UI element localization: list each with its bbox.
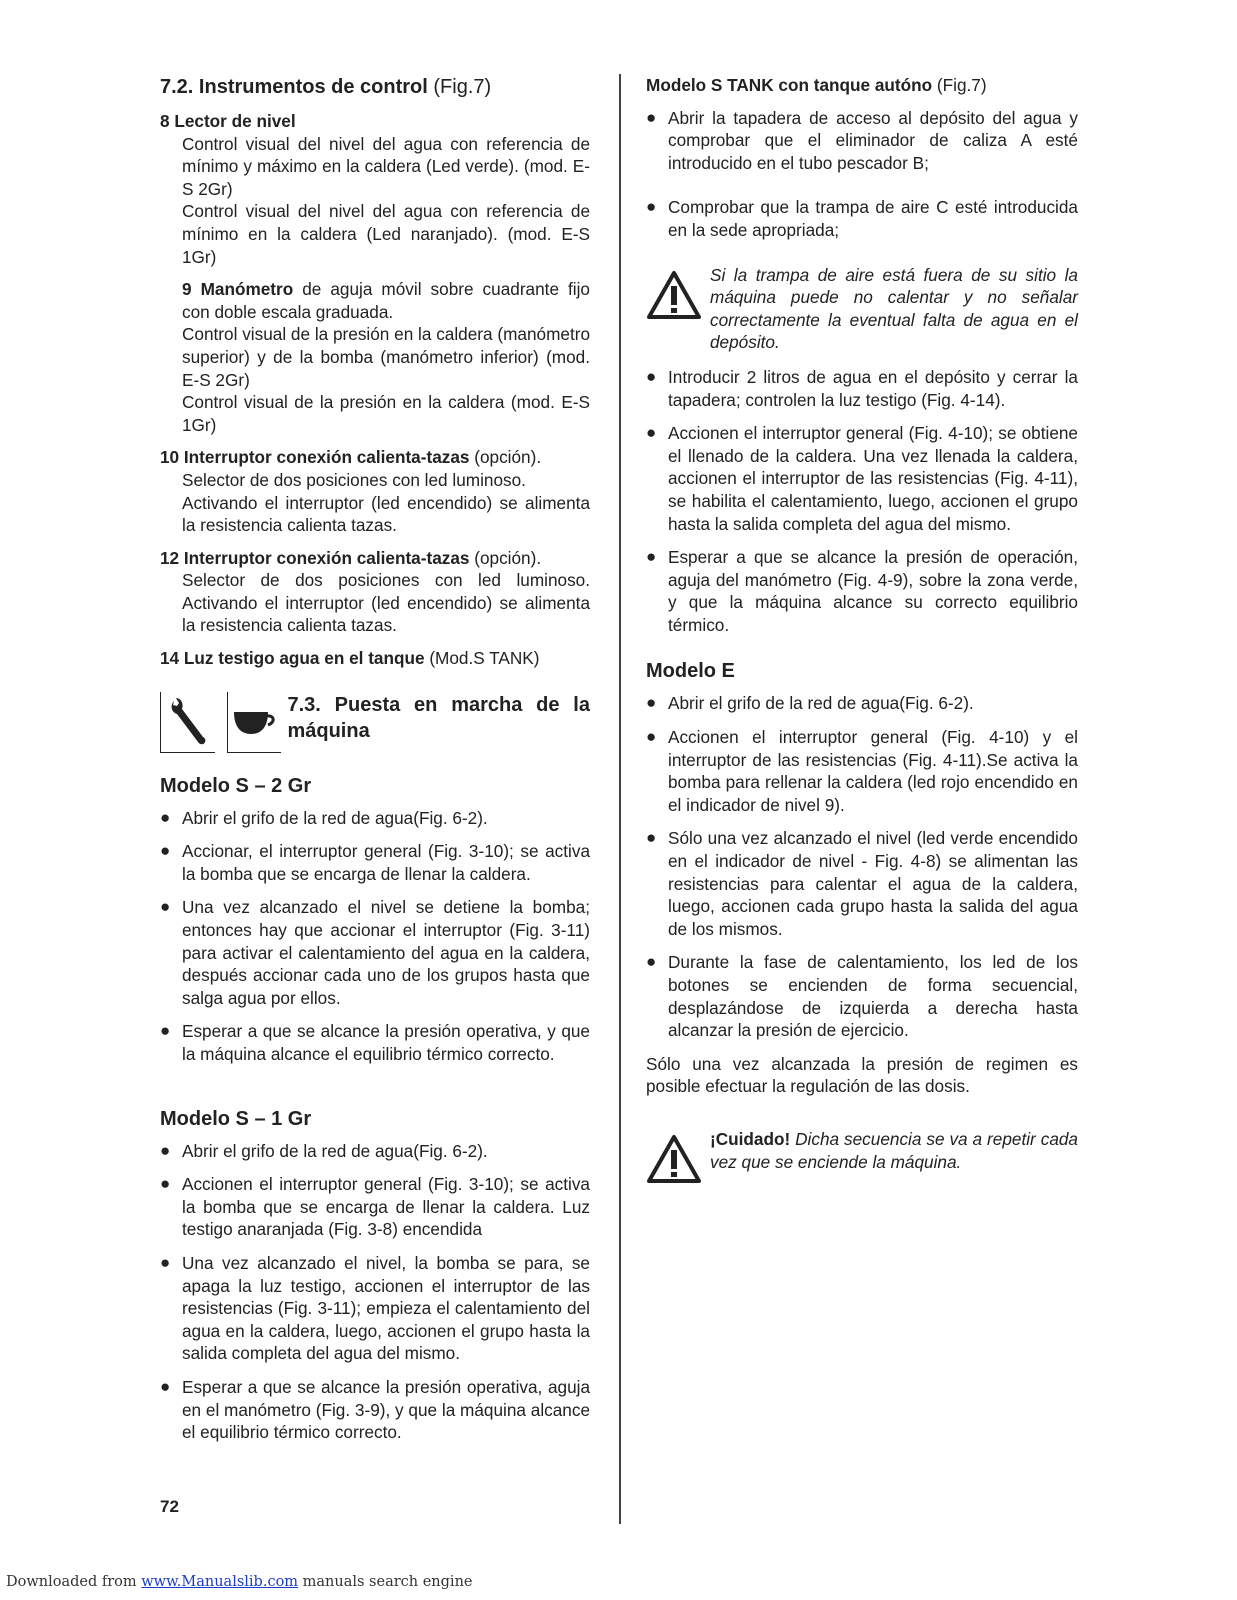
item-10-tail: (opción). — [469, 447, 542, 468]
item-10-heading: 10 Interruptor conexión calienta-tazas — [160, 447, 470, 468]
tank-list-1 — [646, 107, 1078, 242]
model-s2-heading: Modelo S – 2 Gr — [160, 774, 312, 797]
list-item: ● Una vez alcanzado el nivel, la bomba se para, se apaga la luz testigo, accionen el interruptor de las resistencias (Fig. 3-11); empieza el calentamiento del agua en la caldera, luego, accionen el grupo hasta la salida completa del agua del mismo. — [160, 1252, 590, 1365]
list-item: ● Introducir 2 litros de agua en el depósito y cerrar la tapadera; controlen la luz testigo (Fig. 4-14). — [646, 366, 1078, 411]
section-72-heading — [160, 74, 590, 100]
page-number: 72 — [160, 1497, 179, 1516]
item-9 — [160, 278, 590, 436]
list-item: ● Esperar a que se alcance la presión de operación, aguja del manómetro (Fig. 4-9), sobre la zona verde, y que la máquina alcance su correcto equilibrio térmico. — [646, 546, 1078, 636]
footer-suffix: manuals search engine — [298, 1574, 473, 1590]
model-e-note: Sólo una vez alcanzada la presión de regimen es posible efectuar la regulación de las dosis. — [646, 1053, 1078, 1097]
list-item: ● Abrir el grifo de la red de agua(Fig. 6-2). — [160, 1140, 590, 1163]
list-item: ● Esperar a que se alcance la presión operativa, aguja en el manómetro (Fig. 3-9), y que la máquina alcance el equilibrio térmico correcto. — [160, 1376, 590, 1444]
model-s1-list — [160, 1140, 590, 1444]
list-item: ● Una vez alcanzado el nivel se detiene la bomba; entonces hay que accionar el interruptor (Fig. 3-11) para activar el calentamiento del agua en la caldera, después accionar cada uno de los grupos hasta que salga agua por ellos. — [160, 896, 590, 1009]
download-footer — [6, 1574, 473, 1590]
item-12-text-1: Selector de dos posiciones con led luminoso. Activando el interruptor (led encendido) se alimenta la resistencia calienta tazas. — [182, 570, 590, 636]
model-s2-list — [160, 807, 590, 1066]
list-item: ● Esperar a que se alcance la presión operativa, y que la máquina alcance el equilibrio térmico correcto. — [160, 1020, 590, 1065]
item-14-tail: (Mod.S TANK) — [424, 648, 540, 669]
tank-warning-text: Si la trampa de aire está fuera de su sitio la máquina puede no calentar y no señalar correctamente la eventual falta de agua en el depósito. — [710, 264, 1078, 353]
caution-notice — [646, 1128, 1078, 1184]
caution-label: ¡Cuidado! — [710, 1128, 791, 1149]
item-12-heading: 12 Interruptor conexión calienta-tazas — [160, 547, 470, 568]
section-73-title: 7.3. Puesta en marcha de la máquina — [287, 693, 590, 742]
item-12-tail: (opción). — [469, 547, 542, 568]
item-14 — [160, 647, 590, 670]
list-item: ● Sólo una vez alcanzado el nivel (led verde encendido en el indicador de nivel - Fig. 4-8) se alimentan las resistencias para calentar el agua de la caldera, luego, accionen cada grupo hasta la salida del agua de los mismos. — [646, 827, 1078, 940]
item-9-text-2: Control visual de la presión en la caldera (manómetro superior) y de la bomba (manómetro inferior) (mod. E-S 2Gr) — [182, 324, 590, 390]
tank-warning — [646, 264, 1078, 354]
list-item: ● Accionen el interruptor general (Fig. 4-10) y el interruptor de las resistencias (Fig. 4-11).Se activa la bomba para rellenar la caldera (led rojo encendido en el indicador de nivel 9). — [646, 726, 1078, 816]
tank-ref: (Fig.7) — [932, 75, 987, 95]
list-item: ● Abrir el grifo de la red de agua(Fig. 6-2). — [160, 807, 590, 830]
model-e-list — [646, 692, 1078, 1041]
left-column — [160, 74, 590, 1455]
item-9-text-1: de aguja móvil sobre cuadrante fijo con doble escala graduada. — [182, 279, 590, 322]
item-12 — [160, 547, 590, 637]
item-10 — [160, 446, 590, 536]
list-item: ● Abrir el grifo de la red de agua(Fig. 6-2). — [646, 692, 1078, 715]
item-8-heading: 8 Lector de nivel — [160, 111, 296, 131]
list-item: ● Comprobar que la trampa de aire C esté introducida en la sede apropriada; — [646, 196, 1078, 241]
caution-text: Dicha secuencia se va a repetir cada vez que se enciende la máquina. — [710, 1128, 1078, 1172]
section-73-header — [160, 692, 590, 753]
list-item: ● Durante la fase de calentamiento, los led de los botones se encienden de forma secuencial, desplazándose de izquierda a derecha hasta alcanzar la presión de ejercicio. — [646, 951, 1078, 1041]
item-14-heading: 14 Luz testigo agua en el tanque — [160, 648, 425, 669]
right-column — [646, 74, 1078, 1196]
list-item: ● Accionen el interruptor general (Fig. 3-10); se activa la bomba que se encarga de llenar la caldera. Luz testigo anaranjada (Fig. 3-8) encendida — [160, 1173, 590, 1241]
item-8-text-1: Control visual del nivel del agua con referencia de mínimo y máximo en la caldera (Led verde). (mod. E-S 2Gr) — [182, 133, 590, 199]
section-72-ref: (Fig.7) — [427, 76, 492, 98]
list-item: ● Accionar, el interruptor general (Fig. 3-10); se activa la bomba que se encarga de llenar la caldera. — [160, 840, 590, 885]
model-s1-heading: Modelo S – 1 Gr — [160, 1107, 312, 1130]
warning-icon — [646, 1134, 702, 1184]
item-8 — [160, 110, 590, 268]
item-10-text-1: Selector de dos posiciones con led luminoso. — [182, 469, 526, 490]
coffee-cup-icon — [227, 692, 282, 753]
model-e-heading: Modelo E — [646, 660, 735, 683]
item-9-text-3: Control visual de la presión en la caldera (mod. E-S 1Gr) — [182, 392, 590, 435]
manualslib-link[interactable]: www.Manualslib.com — [141, 1574, 299, 1590]
section-72-title: 7.2. Instrumentos de control — [160, 76, 428, 98]
column-divider — [619, 74, 621, 1524]
item-8-text-2: Control visual del nivel del agua con referencia de mínimo en la caldera (Led naranjado). (mod. E-S 1Gr) — [182, 201, 590, 267]
footer-prefix: Downloaded from — [6, 1574, 142, 1590]
item-10-text-2: Activando el interruptor (led encendido) se alimenta la resistencia calienta tazas. — [182, 492, 590, 536]
item-9-heading: 9 Manómetro — [182, 279, 294, 300]
list-item: ● Abrir la tapadera de acceso al depósito del agua y comprobar que el eliminador de caliza A esté introducido en el tubo pescador B; — [646, 107, 1078, 175]
wrench-icon — [160, 692, 215, 753]
tank-list-2 — [646, 366, 1078, 637]
tank-heading — [646, 74, 1078, 97]
list-item: ● Accionen el interruptor general (Fig. 4-10); se obtiene el llenado de la caldera. Una vez llenada la caldera, accionen el interruptor de las resistencias (Fig. 4-11), se habilita el calentamiento, luego, accionen el grupo hasta la salida completa del agua del mismo. — [646, 422, 1078, 535]
warning-icon — [646, 270, 702, 320]
tank-title: Modelo S TANK con tanque autóno — [646, 75, 933, 95]
